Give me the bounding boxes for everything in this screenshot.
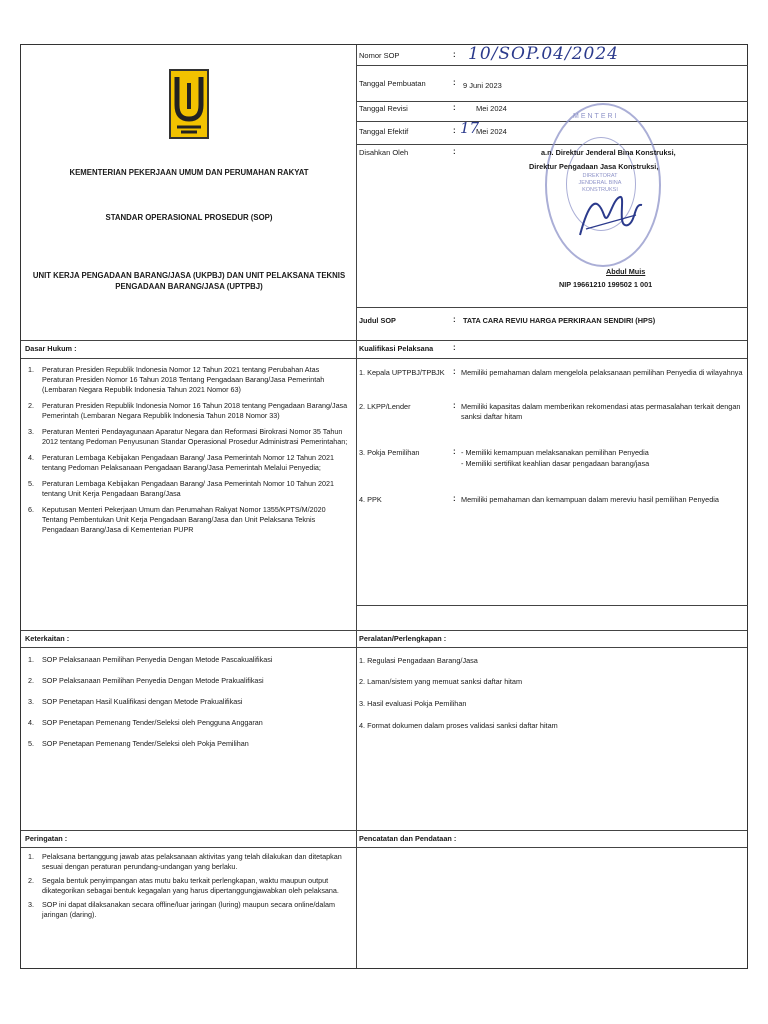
kualifikasi-desc-3b: - Memiliki sertifikat keahlian dasar pengadaan barang/jasa [461,459,650,468]
list-item: 1. Peraturan Presiden Republik Indonesia Nomor 12 Tahun 2021 tentang Perubahan Atas Peraturan Presiden Nomor 16 Tahun 2018 Tentang Pengadaan Barang/Jasa Pemerintah (Lembaran Negara Republik Indonesia Tahun 2021 Nomor 63) [28,365,325,394]
signer-nip: NIP 19661210 199502 1 001 [559,280,653,289]
kualifikasi-colon-3: : [453,447,456,456]
divider-middle [21,630,747,631]
tanggal-pembuatan-value: 9 Juni 2023 [463,81,502,90]
nomor-sop-value: 10/SOP.04/2024 [468,44,619,64]
nomor-sop-label: Nomor SOP [359,51,400,60]
signature-line-1: a.n. Direktur Jenderal Bina Konstruksi, [541,148,676,157]
sop-document [20,44,748,969]
tanggal-pembuatan-label: Tanggal Pembuatan [359,79,426,88]
kualifikasi-colon-4: : [453,494,456,503]
kualifikasi-desc-2: Memiliki kapasitas dalam memberikan rekomendasi atas permasalahan terkait dengan sanksi daftar hitam [461,402,741,421]
divider-meta-2 [356,101,748,102]
tanggal-efektif-label: Tanggal Efektif [359,127,409,136]
divider-right-gap [356,605,748,606]
tanggal-efektif-day: 17 [460,119,480,137]
divider-lower [21,830,747,831]
disahkan-oleh-colon: : [453,147,456,156]
signature-line-2: Direktur Pengadaan Jasa Konstruksi, [529,162,659,171]
list-item: 6. Keputusan Menteri Pekerjaan Umum dan Perumahan Rakyat Nomor 1355/KPTS/M/2020 Tentang Pembentukan Unit Kerja Pengadaan Barang/Jasa dan Unit Pelaksana Teknis Pengadaan Barang/Jasa di Kementerian PUPR [28,505,326,534]
tanggal-revisi-label: Tanggal Revisi [359,104,408,113]
peralatan-item-4: 4. Format dokumen dalam proses validasi sanksi daftar hitam [359,721,558,730]
keterkaitan-list [25,655,351,760]
divider-meta-3 [356,121,748,122]
disahkan-oleh-label: Disahkan Oleh [359,148,409,157]
tanggal-pembuatan-colon: : [453,78,456,87]
kualifikasi-desc-3a: - Memiliki kemampuan melaksanakan pemilihan Penyedia [461,448,649,457]
list-item: 2. SOP Pelaksanaan Pemilihan Penyedia Dengan Metode Prakualifikasi [28,676,264,685]
judul-sop-value: TATA CARA REVIU HARGA PERKIRAAN SENDIRI (HPS) [463,316,656,325]
list-item: 5. SOP Penetapan Pemenang Tender/Seleksi oleh Pokja Pemilihan [28,739,249,748]
tanggal-efektif-value: Mei 2024 [476,127,507,136]
pupr-logo [169,69,209,139]
peralatan-item-1: 1. Regulasi Pengadaan Barang/Jasa [359,656,478,665]
keterkaitan-title: Keterkaitan : [25,634,70,643]
sop-doc-type: STANDAR OPERASIONAL PROSEDUR (SOP) [105,213,273,222]
list-item: 3. Peraturan Menteri Pendayagunaan Aparatur Negara dan Reformasi Birokrasi Nomor 35 Tahun 2012 tentang Pedoman Penyusunan Standar Operasional Prosedur Administrasi Pemerintahan; [28,427,348,446]
judul-sop-colon: : [453,315,456,324]
kualifikasi-desc-4: Memiliki pemahaman dan kemampuan dalam mereviu hasil pemilihan Penyedia [461,495,719,504]
list-item: 2. Segala bentuk penyimpangan atas mutu baku terkait perlengkapan, waktu maupun output dikategorikan sebagai bentuk kegagalan yang harus dipertanggungjawabkan oleh pelaksana. [28,876,339,895]
judul-sop-label: Judul SOP [359,316,396,325]
divider-section-title-3 [21,847,747,848]
stamp-text-top: MENTERI [573,113,619,120]
peralatan-title: Peralatan/Perlengkapan : [359,634,447,643]
list-item: 5. Peraturan Lembaga Kebijakan Pengadaan Barang/ Jasa Pemerintah Nomor 10 Tahun 2021 tentang Unit Kerja Pengadaan Barang/Jasa [28,479,334,498]
peringatan-list [25,852,351,924]
list-item: 1. Pelaksana bertanggung jawab atas pelaksanaan aktivitas yang telah dilakukan dan ditetapkan sesuai dengan peraturan perundang-undangan yang berlaku. [28,852,342,871]
list-item: 4. SOP Penetapan Pemenang Tender/Seleksi oleh Pengguna Anggaran [28,718,263,727]
list-item: 3. SOP ini dapat dilaksanakan secara offline/luar jaringan (luring) maupun secara online/dalam jaringan (daring). [28,900,335,919]
kualifikasi-colon: : [453,343,456,352]
peralatan-item-3: 3. Hasil evaluasi Pokja Pemilihan [359,699,467,708]
pencatatan-title: Pencatatan dan Pendataan : [359,834,457,843]
peringatan-title: Peringatan : [25,834,68,843]
divider-meta-1 [356,65,748,66]
tanggal-revisi-colon: : [453,103,456,112]
peralatan-item-2: 2. Laman/sistem yang memuat sanksi daftar hitam [359,677,523,686]
list-item: 4. Peraturan Lembaga Kebijakan Pengadaan Barang/ Jasa Pemerintah Nomor 12 Tahun 2021 tentang Pedoman Pelaksanaan Pengadaan Barang/Jasa Pemerintah Melalui Penyedia; [28,453,334,472]
list-item: 1. SOP Pelaksanaan Pemilihan Penyedia Dengan Metode Pascakualifikasi [28,655,273,664]
dasar-hukum-title: Dasar Hukum : [25,344,77,353]
tanggal-efektif-colon: : [453,126,456,135]
kualifikasi-role-2: 2. LKPP/Lender [359,402,411,411]
ministry-name: KEMENTERIAN PEKERJAAN UMUM DAN PERUMAHAN RAKYAT [69,168,309,177]
list-item: 3. SOP Penetapan Hasil Kualifikasi dengan Metode Prakualifikasi [28,697,243,706]
divider-section-title-1 [21,358,747,359]
dasar-hukum-list [25,365,351,541]
kualifikasi-desc-1: Memiliki pemahaman dalam mengelola pelaksanaan pemilihan Penyedia di wilayahnya [461,368,743,377]
kualifikasi-role-4: 4. PPK [359,495,382,504]
signature-image [576,185,646,245]
divider-section-title-2 [21,647,747,648]
tanggal-revisi-value: Mei 2024 [476,104,507,113]
signer-name: Abdul Muis [606,267,646,276]
unit-name: UNIT KERJA PENGADAAN BARANG/JASA (UKPBJ) DAN UNIT PELAKSANA TEKNIS PENGADAAN BARANG/JASA (UPTPBJ) [32,271,346,291]
kualifikasi-role-1: 1. Kepala UPTPBJ/TPBJK [359,368,445,377]
kualifikasi-title: Kualifikasi Pelaksana [359,344,434,353]
divider-header-bottom [21,340,747,341]
nomor-sop-colon: : [453,50,456,59]
list-item: 2. Peraturan Presiden Republik Indonesia Nomor 16 Tahun 2018 tentang Pengadaan Barang/Jasa Pemerintah (Lembaran Negara Republik Indonesia Tahun 2018 Nomor 33) [28,401,348,420]
kualifikasi-colon-2: : [453,401,456,410]
kualifikasi-colon-1: : [453,367,456,376]
stamp-text-middle: DIREKTORAT JENDERAL BINA KONSTRUKSI [578,173,622,193]
divider-judul [356,307,748,308]
kualifikasi-role-3: 3. Pokja Pemilihan [359,448,420,457]
